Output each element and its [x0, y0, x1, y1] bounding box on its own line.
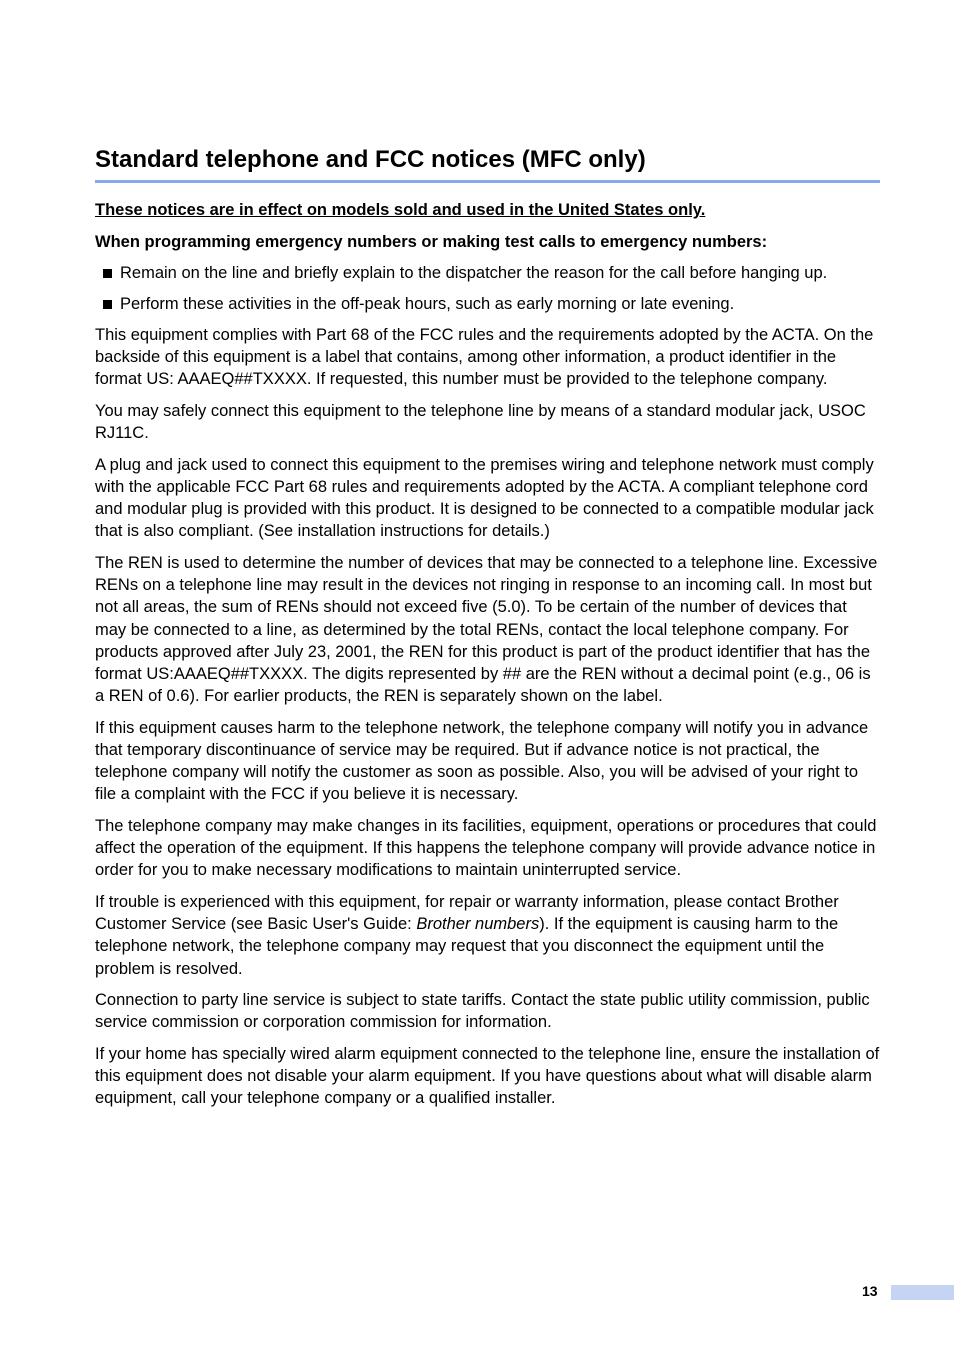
bullet-text: Remain on the line and briefly explain to the dispatcher the reason for the call before hanging up. — [120, 264, 828, 282]
paragraph-plug-jack: A plug and jack used to connect this equipment to the premises wiring and telephone network must comply with the applicable FCC Part 68 rules and requirements adopted by the ACTA. A compliant telephone cord and modular plug is provided with this product. It is designed to be connected to a compatible modular jack that is also compliant. (See installation instructions for details.) — [95, 455, 874, 541]
paragraph-network-harm: If this equipment causes harm to the telephone network, the telephone company will notify you in advance that temporary discontinuance of service may be required. But if advance notice is not practical, the telephone company will notify the customer as soon as possible. Also, you will be advised of your right to file a complaint with the FCC if you believe it is necessary. — [95, 718, 869, 804]
paragraph-modular-jack: You may safely connect this equipment to the telephone line by means of a standard modular jack, USOC RJ11C. — [95, 402, 866, 443]
emergency-bullet-list — [95, 262, 880, 315]
trouble-text-before: If trouble is experienced with this equipment, for repair or warranty information, please contact Brother Customer Service (see Basic User's Guide: — [95, 893, 839, 934]
bullet-item — [95, 262, 880, 284]
paragraph-trouble — [95, 891, 880, 980]
us-only-notice: These notices are in effect on models sold and used in the United States only. — [95, 201, 706, 219]
trouble-text-after: ). If the equipment is causing harm to the telephone network, the telephone company may request that you disconnect the equipment until the problem is resolved. — [95, 915, 839, 978]
paragraph-party-line: Connection to party line service is subject to state tariffs. Contact the state public utility commission, public service commission or corporation commission for information. — [95, 991, 870, 1032]
brother-numbers-reference: Brother numbers — [416, 915, 540, 934]
document-body — [95, 145, 880, 1119]
paragraph-facility-changes: The telephone company may make changes in its facilities, equipment, operations or procedures that could affect the operation of the equipment. If this happens the telephone company will provide advance notice in order for you to make necessary modifications to maintain uninterrupted service. — [95, 817, 877, 880]
paragraph-part68: This equipment complies with Part 68 of the FCC rules and the requirements adopted by the ACTA. On the backside of this equipment is a label that contains, among other information, a product identifier in the format US: AAAEQ##TXXXX. If requested, this number must be provided to the telephone company. — [95, 326, 874, 389]
square-bullet-icon — [103, 300, 112, 309]
bullet-item — [95, 293, 880, 315]
page-number: 13 — [862, 1283, 878, 1299]
footer-tab-bar — [891, 1285, 954, 1300]
paragraph-alarm: If your home has specially wired alarm equipment connected to the telephone line, ensure the installation of this equipment does not disable your alarm equipment. If you have questions about what will disable alarm equipment, call your telephone company or a qualified installer. — [95, 1045, 880, 1108]
paragraph-ren: The REN is used to determine the number of devices that may be connected to a telephone line. Excessive RENs on a telephone line may result in the devices not ringing in response to an incoming call. In most but not all areas, the sum of RENs should not exceed five (5.0). To be certain of the number of devices that may be connected to a line, as determined by the total RENs, contact the local telephone company. For products approved after July 23, 2001, the REN for this product is part of the product identifier that has the format US:AAAEQ##TXXXX. The digits represented by ## are the REN without a decimal point (e.g., 06 is a REN of 0.6). For earlier products, the REN is separately shown on the label. — [95, 554, 878, 706]
page-title: Standard telephone and FCC notices (MFC only) — [95, 146, 646, 173]
emergency-subheading: When programming emergency numbers or making test calls to emergency numbers: — [95, 233, 768, 251]
bullet-text: Perform these activities in the off-peak hours, such as early morning or late evening. — [120, 295, 735, 313]
title-underline-rule — [95, 180, 880, 183]
square-bullet-icon — [103, 269, 112, 278]
